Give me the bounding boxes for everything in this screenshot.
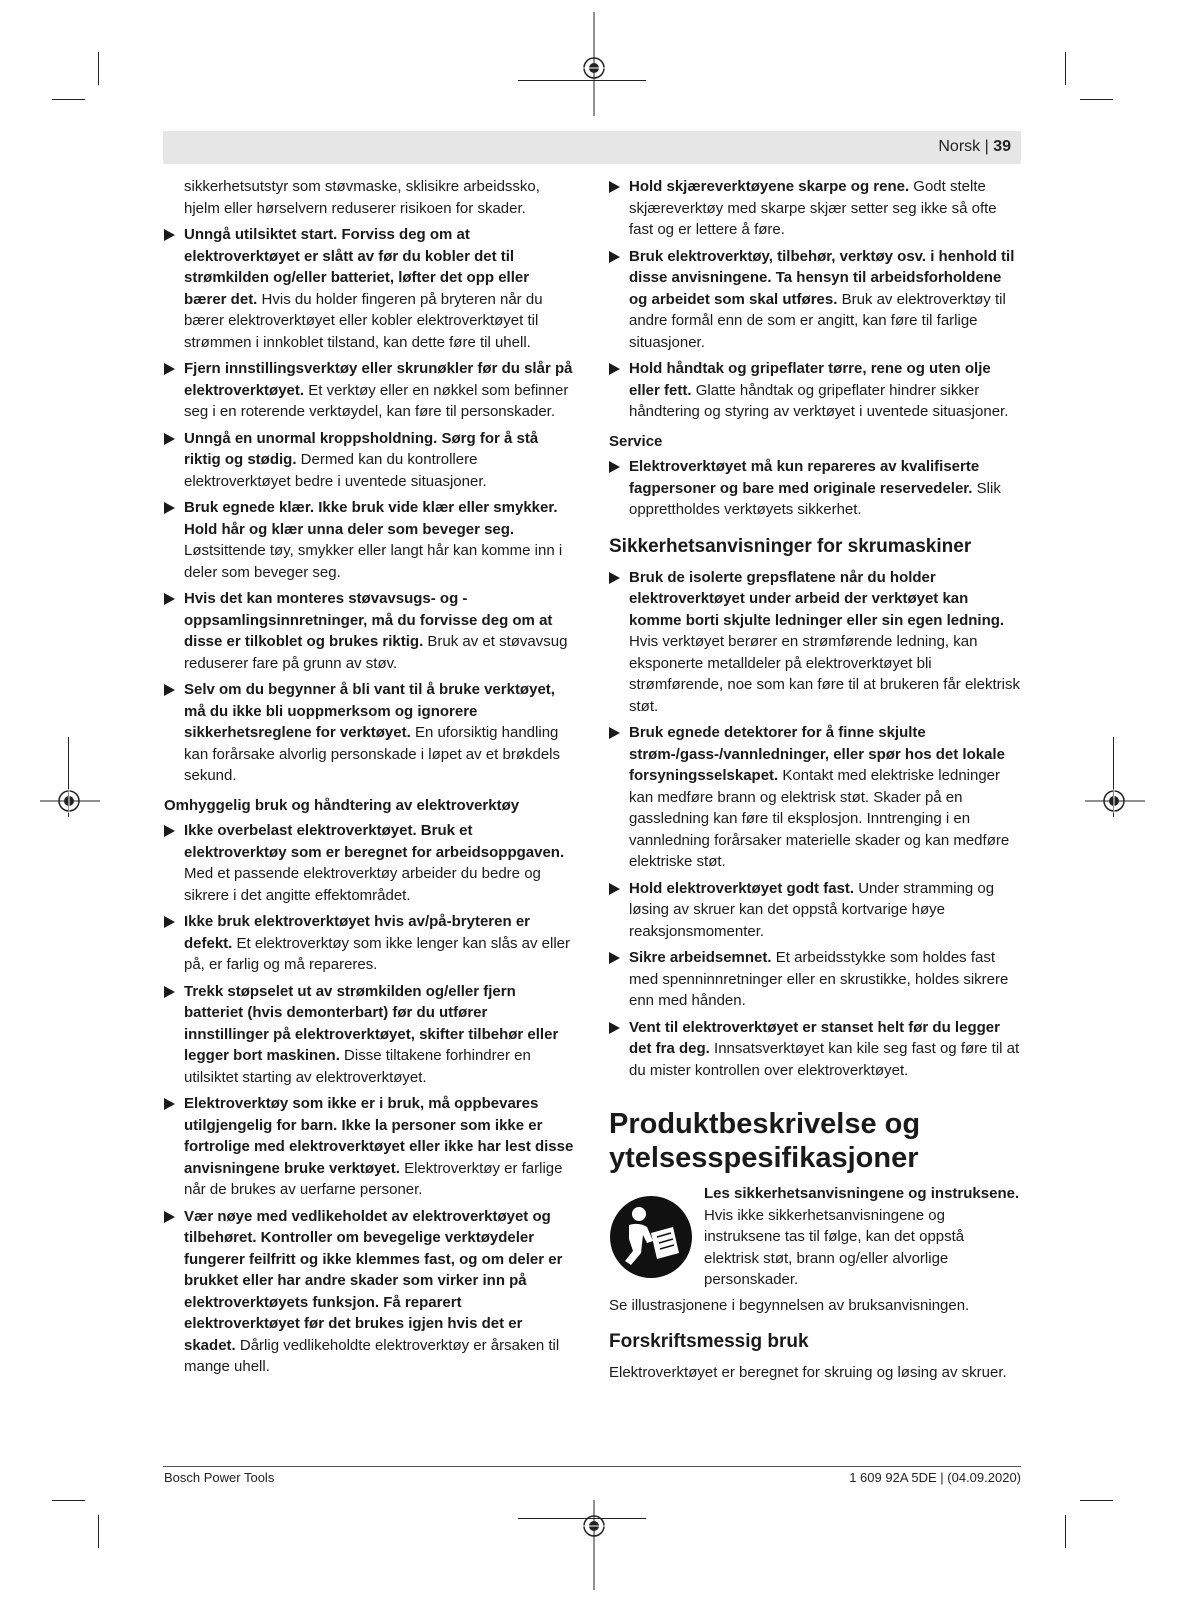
bullet-triangle-icon <box>164 1211 175 1223</box>
left-list-2 <box>164 820 575 1378</box>
header-label <box>938 138 1011 156</box>
instruction-text: Slik opprettholdes verktøyets sikkerhet. <box>629 479 1001 518</box>
instruction-text: Kontakt med elektriske ledninger kan medføre brann og elektrisk støt. Skader på en gassledning kan føre til eksplosjon. Inntrenging i en vannledning forårsaker materielle skader og kan medføre elektriske støt. <box>629 767 1010 870</box>
bullet-triangle-icon <box>164 916 175 928</box>
registration-mark-icon <box>580 12 608 116</box>
instruction-text: Med et passende elektroverktøy arbeider du bedre og sikrere i det angitte effektområdet. <box>184 865 541 904</box>
instruction-bold: Fjern innstillingsverktøy eller skrunøkler før du slår på elektroverktøyet. <box>184 360 573 399</box>
instruction-text: Elektroverktøy er farlige når de brukes av uerfarne personer. <box>184 1159 563 1198</box>
bullet-triangle-icon <box>164 229 175 241</box>
instruction-text: Bruk av elektroverktøy til andre formål enn de som er angitt, kan føre til farlige situasjoner. <box>629 290 1006 351</box>
bullet-triangle-icon <box>164 825 175 837</box>
bullet-triangle-icon <box>609 572 620 584</box>
instruction-text: Et elektroverktøy som ikke lenger kan slås av eller på, er farlig og må repareres. <box>184 934 570 973</box>
instruction-text: Disse tiltakene forhindrer en utilsiktet starting av elektroverktøyet. <box>184 1047 531 1086</box>
safety-instruction-item <box>164 820 575 906</box>
crop-mark <box>1080 99 1113 100</box>
bullet-triangle-icon <box>164 363 175 375</box>
safety-instruction-item <box>609 947 1021 1012</box>
safety-instruction-item <box>164 679 575 787</box>
subheading-careful-use: Omhyggelig bruk og håndtering av elektroverktøy <box>164 796 520 814</box>
footer-publisher: Bosch Power Tools <box>164 1470 275 1485</box>
instruction-bold: Vær nøye med vedlikeholdet av elektroverktøyet og tilbehøret. Kontroller om bevegelige verktøydeler fungerer feilfritt og ikke klemmes fast, og om deler er brukket eller har andre skader som virker inn på elektroverktøyets funksjon. Få reparert elektroverktøyet før det brukes igjen hvis det er skadet. <box>184 1207 563 1354</box>
instruction-text: Dårlig vedlikeholdte elektroverktøy er årsaken til mange uhell. <box>184 1336 560 1375</box>
read-manual-icon <box>609 1195 693 1279</box>
safety-instruction-item <box>164 1206 575 1378</box>
bullet-triangle-icon <box>609 883 620 895</box>
page-number: 39 <box>993 138 1011 155</box>
instruction-bold: Unngå en unormal kroppsholdning. Sørg for å stå riktig og stødig. <box>184 429 539 468</box>
instruction-text: Et verktøy eller en nøkkel som befinner seg i en roterende verktøydel, kan føre til personskader. <box>184 381 569 420</box>
crop-mark <box>1065 52 1066 85</box>
bullet-triangle-icon <box>164 502 175 514</box>
crop-mark <box>52 1500 85 1501</box>
registration-mark-icon <box>580 1500 608 1590</box>
instruction-text: Glatte håndtak og gripeflater hindrer sikker håndtering og styring av verktøyet i uventede situasjoner. <box>629 381 1009 420</box>
crop-mark <box>1065 1515 1066 1548</box>
footer-rule <box>163 1466 1021 1467</box>
crop-mark <box>1080 1500 1113 1501</box>
safety-instruction-item <box>609 456 1021 521</box>
instruction-bold: Bruk egnede detektorer for å finne skjulte strøm-/gass-/vannledninger, eller spør hos det lokale forsyningsselskapet. <box>629 724 1005 784</box>
bullet-triangle-icon <box>164 1098 175 1110</box>
instruction-text: Bruk av et støvavsug reduserer fare på grunn av støv. <box>184 633 568 672</box>
warning-text: Hvis ikke sikkerhetsanvisningene og instruksene tas til følge, kan det oppstå elektrisk støt, brann og/eller alvorlige personskader. <box>704 1206 965 1288</box>
safety-instruction-item <box>164 224 575 353</box>
registration-mark-icon <box>40 787 100 815</box>
read-instructions-block <box>609 1183 1021 1291</box>
safety-instruction-item <box>609 246 1021 354</box>
registration-mark-icon <box>1085 787 1145 815</box>
crop-mark <box>52 99 85 100</box>
bullet-triangle-icon <box>609 181 620 193</box>
instruction-bold: Vent til elektroverktøyet er stanset helt før du legger det fra deg. <box>629 1018 1000 1057</box>
illustration-note: Se illustrasjonene i begynnelsen av bruksanvisningen. <box>609 1296 970 1314</box>
safety-instruction-item <box>609 567 1021 718</box>
instruction-bold: Hold elektroverktøyet godt fast. <box>629 879 855 897</box>
instruction-bold: Bruk egnede klær. Ikke bruk vide klær eller smykker. Hold hår og klær unna deler som beveger seg. <box>184 499 558 538</box>
page-header <box>163 131 1021 164</box>
instruction-bold: Selv om du begynner å bli vant til å bruke verktøyet, må du ikke bli uoppmerksom og ignorere sikkerhetsreglene for verktøyet. <box>184 681 555 741</box>
crop-mark <box>98 1515 99 1548</box>
safety-instruction-item <box>164 588 575 674</box>
safety-instruction-item <box>609 176 1021 241</box>
right-list-1 <box>609 176 1021 423</box>
safety-instruction-item <box>609 1017 1021 1082</box>
safety-instruction-item <box>609 358 1021 423</box>
left-column <box>164 176 575 1383</box>
header-separator: | <box>980 138 994 155</box>
instruction-bold: Elektroverktøy som ikke er i bruk, må oppbevares utilgjengelig for barn. Ikke la personer som ikke er fortrolige med elektroverktøyet eller ikke har lest disse anvisningene bruke verktøyet. <box>184 1095 574 1177</box>
bullet-triangle-icon <box>609 363 620 375</box>
safety-instruction-item <box>164 497 575 583</box>
instruction-text: Hvis du holder fingeren på bryteren når du bærer elektroverktøyet eller kobler elektroverktøyet til strømmen i innkoblet tilstand, kan dette føre til uhell. <box>184 290 543 351</box>
safety-instruction-item <box>164 1093 575 1201</box>
instruction-bold: Bruk de isolerte grepsflatene når du holder elektroverktøyet under arbeid der verktøyet kan komme borti skjulte ledninger eller sin egen ledning. <box>629 568 1005 629</box>
instruction-bold: Hold skjæreverktøyene skarpe og rene. <box>629 178 910 195</box>
instruction-bold: Elektroverktøyet må kun repareres av kvalifiserte fagpersoner og bare med originale reservedeler. <box>629 458 980 497</box>
safety-instruction-item <box>609 878 1021 943</box>
section-heading-screwdriver-safety: Sikkerhetsanvisninger for skrumaskiner <box>609 535 972 557</box>
instruction-bold: Sikre arbeidsemnet. <box>629 949 772 966</box>
chapter-heading: Produktbeskrivelse og ytelsesspesifikasjoner <box>609 1108 921 1174</box>
instruction-text: Dermed kan du kontrollere elektroverktøyet bedre i uventede situasjoner. <box>184 451 487 490</box>
warning-bold: Les sikkerhetsanvisningene og instruksene. <box>704 1185 1020 1202</box>
bullet-triangle-icon <box>164 433 175 445</box>
instruction-bold: Ikke bruk elektroverktøyet hvis av/på-bryteren er defekt. <box>184 913 530 952</box>
header-section: Norsk <box>938 138 981 155</box>
bullet-triangle-icon <box>609 251 620 263</box>
intended-use-text: Elektroverktøyet er beregnet for skruing og løsing av skruer. <box>609 1364 1007 1381</box>
bullet-triangle-icon <box>609 1022 620 1034</box>
instruction-bold: Unngå utilsiktet start. Forviss deg om at elektroverktøyet er slått av før du kobler det til strømkilden og/eller batteriet, løfter det opp eller bærer det. <box>184 226 530 308</box>
bullet-triangle-icon <box>164 684 175 696</box>
bullet-triangle-icon <box>609 727 620 739</box>
instruction-text: Under stramming og løsing av skruer kan det oppstå kortvarige høye reaksjonsmomenter. <box>629 879 995 940</box>
safety-instruction-item <box>164 428 575 493</box>
instruction-text: Løstsittende tøy, smykker eller langt hår kan komme inn i deler som beveger seg. <box>184 542 563 581</box>
instruction-text: Innsatsverktøyet kan kile seg fast og føre til at du mister kontrollen over elektroverktøyet. <box>629 1040 1020 1079</box>
instruction-bold: Trekk støpselet ut av strømkilden og/eller fjern batteriet (hvis demonterbart) før du utfører innstillinger på elektroverktøyet, skifter tilbehør eller legger bort maskinen. <box>184 982 559 1064</box>
safety-instruction-item <box>164 358 575 423</box>
continued-text: sikkerhetsutstyr som støvmaske, sklisikre arbeidssko, hjelm eller hørselvern reduserer risikoen for skader. <box>184 178 540 217</box>
instruction-text: En uforsiktig handling kan forårsake alvorlig personskade i løpet av et brøkdels sekund. <box>184 724 561 784</box>
right-list-2 <box>609 567 1021 1082</box>
right-column <box>609 176 1021 1388</box>
instruction-bold: Hold håndtak og gripeflater tørre, rene og uten olje eller fett. <box>629 360 991 399</box>
service-list <box>609 456 1021 521</box>
safety-instruction-item <box>164 981 575 1089</box>
bullet-triangle-icon <box>609 952 620 964</box>
footer-doc-id: 1 609 92A 5DE | (04.09.2020) <box>849 1470 1021 1485</box>
instruction-text: Et arbeidsstykke som holdes fast med spenninnretninger eller en skrustikke, holdes sikrere enn med hånden. <box>629 949 1009 1009</box>
bullet-triangle-icon <box>609 461 620 473</box>
safety-instruction-item <box>609 722 1021 873</box>
instruction-bold: Hvis det kan monteres støvavsugs- og -oppsamlingsinnretninger, må du forvisse deg om at disse er tilkoblet og brukes riktig. <box>184 590 553 650</box>
left-list-1 <box>164 224 575 787</box>
bullet-triangle-icon <box>164 986 175 998</box>
bullet-triangle-icon <box>164 593 175 605</box>
crop-mark <box>98 52 99 85</box>
instruction-text: Hvis verktøyet berører en strømførende ledning, kan eksponerte metalldeler på elektroverktøyet bli strømførende, noe som kan føre til at brukeren får elektrisk støt. <box>629 633 1020 715</box>
subheading-service: Service <box>609 432 663 450</box>
instruction-text: Godt stelte skjæreverktøy med skarpe skjær setter seg ikke så ofte fast og er lettere å føre. <box>629 178 997 238</box>
instruction-bold: Bruk elektroverktøy, tilbehør, verktøy osv. i henhold til disse anvisningene. Ta hensyn til arbeidsforholdene og arbeidet som skal utføres. <box>629 247 1015 308</box>
instruction-bold: Ikke overbelast elektroverktøyet. Bruk et elektroverktøy som er beregnet for arbeidsoppgaven. <box>184 822 565 861</box>
safety-instruction-item <box>164 911 575 976</box>
section-heading-intended-use: Forskriftsmessig bruk <box>609 1331 809 1352</box>
